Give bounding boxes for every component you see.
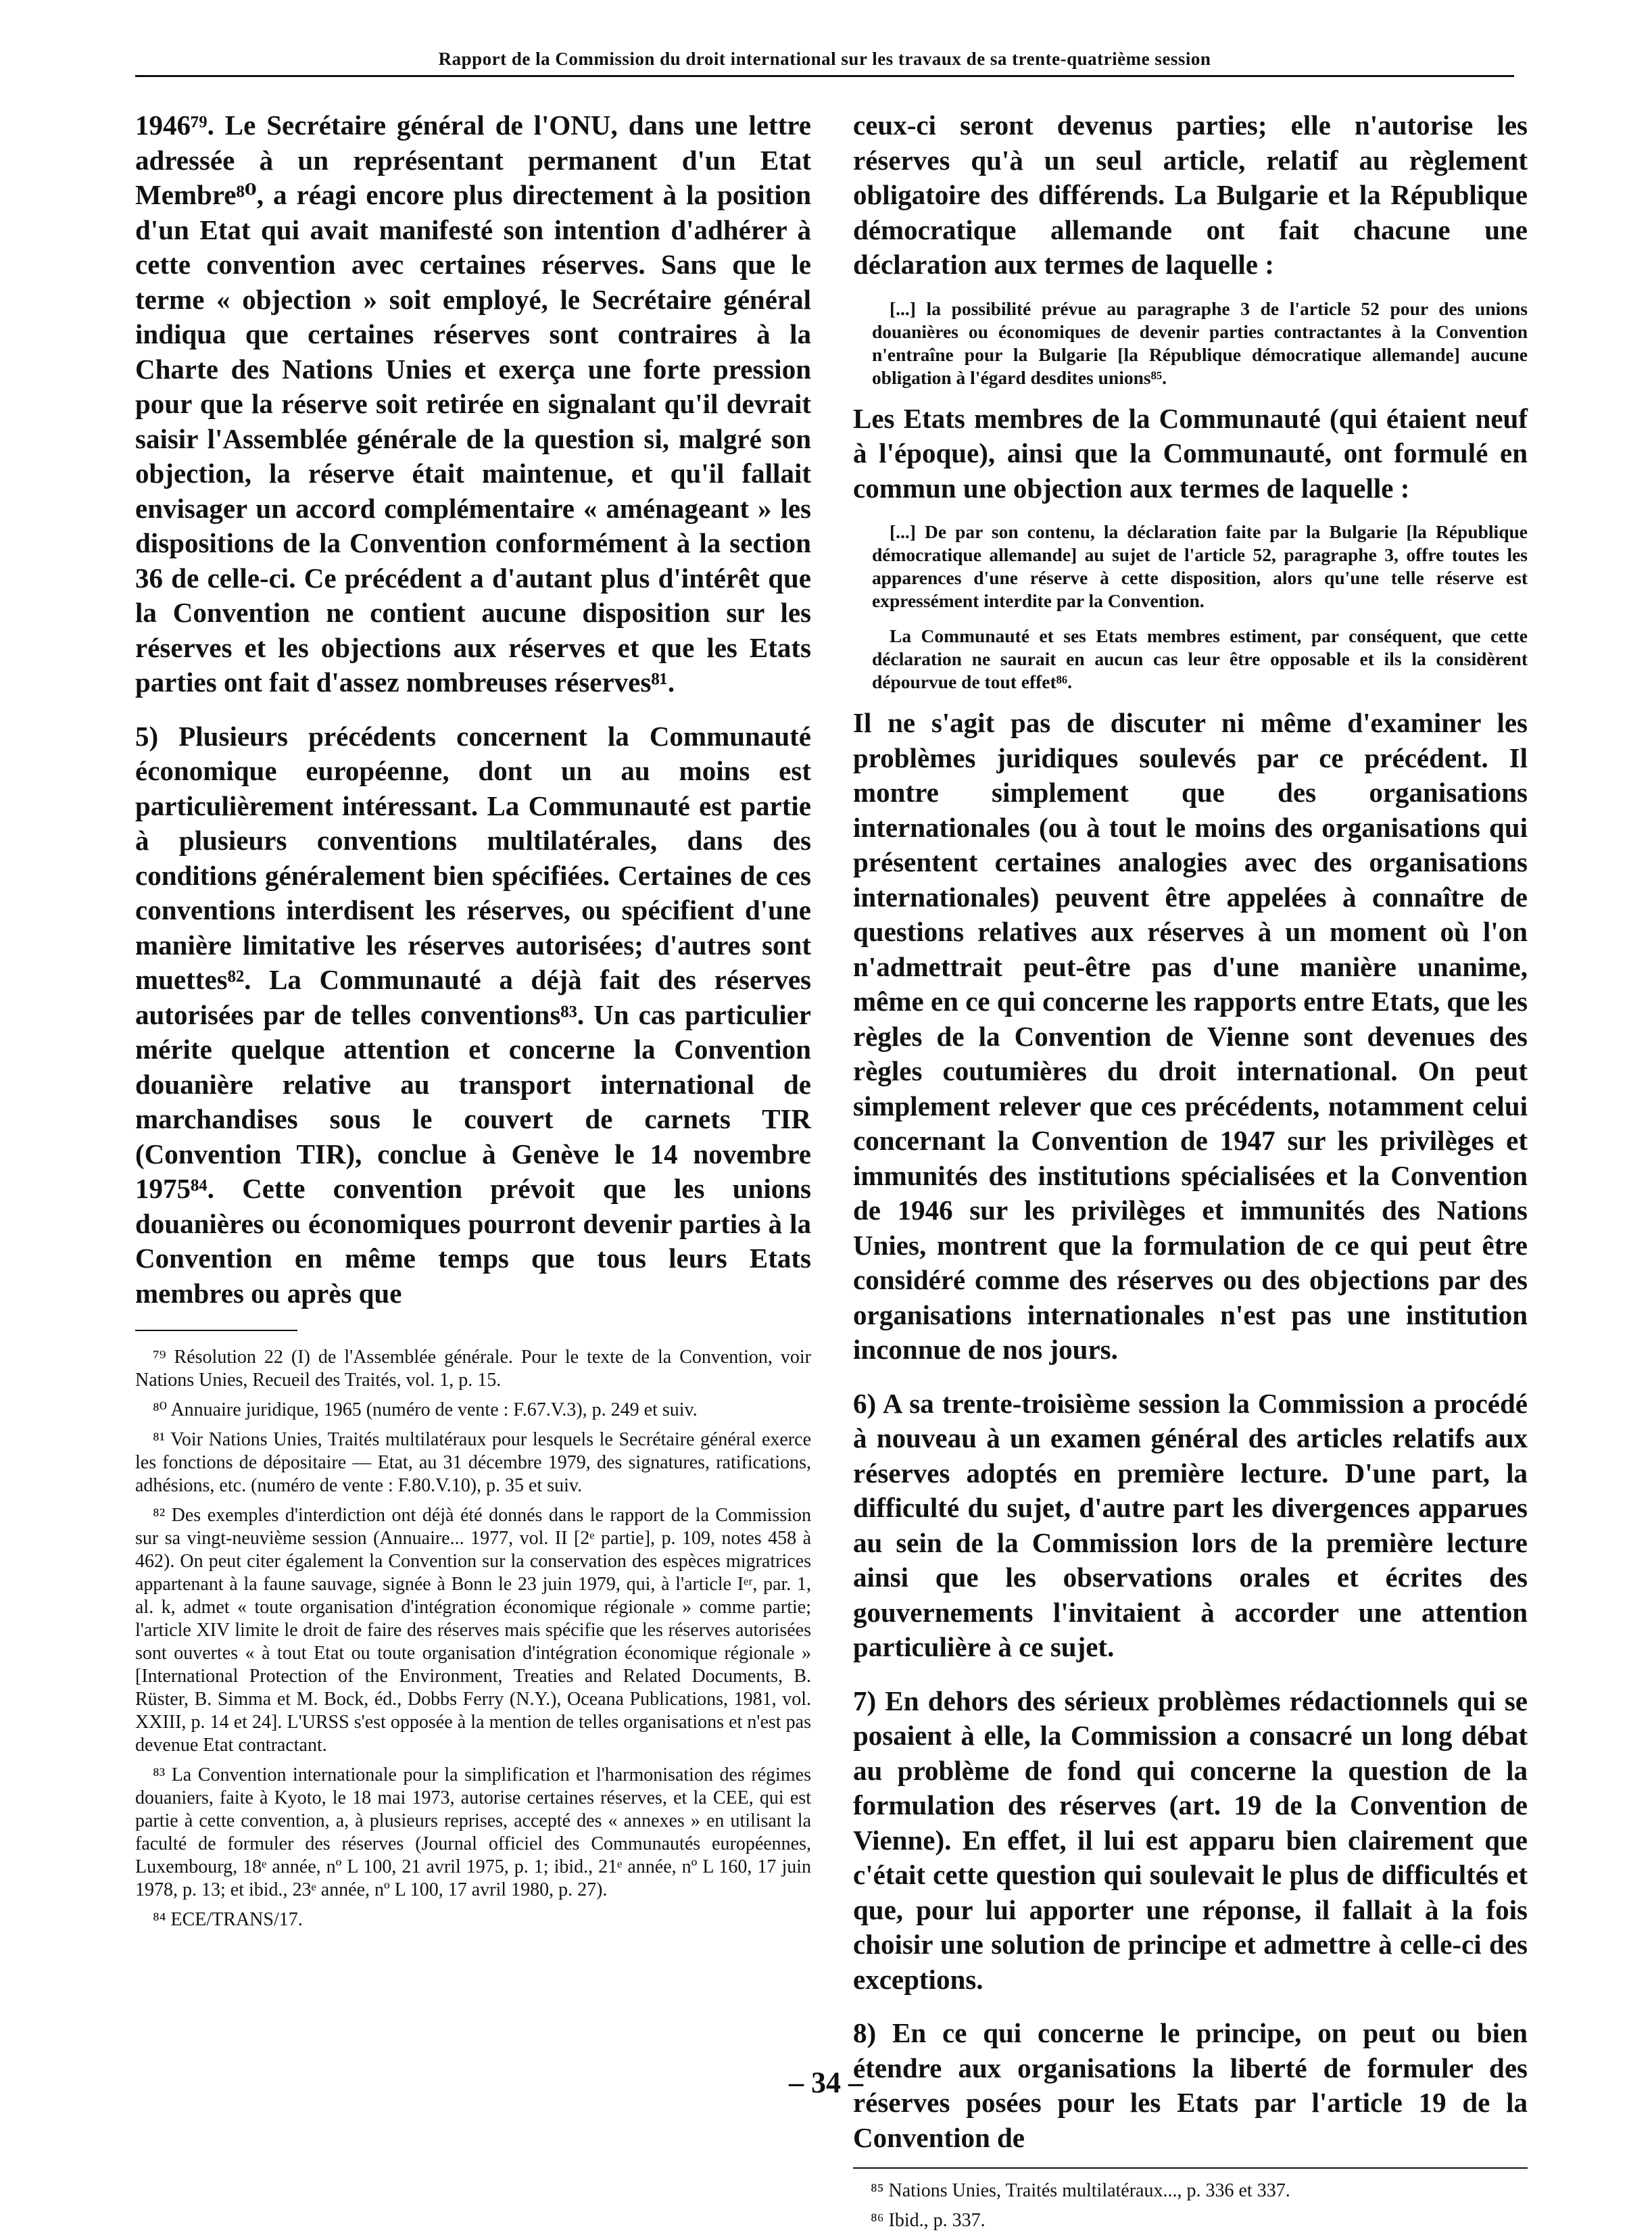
footnote-83: ⁸³ La Convention internationale pour la simplification et l'harmonisation des régimes douaniers, faite à Kyoto, le 18 mai 1973, autorise certaines réserves, et la CEE, qui est partie à cette convention, a, à plusieurs reprises, accepté des « annexes » en utilisant la faculté de formuler des réserves (Journal officiel des Communautés européennes, Luxembourg, 18ᵉ année, nº L 100, 21 avril 1975, p. 1; ibid., 21ᵉ année, nº L 160, 17 juin 1978, p. 13; et ibid., 23ᵉ année, nº L 100, 17 avril 1980, p. 27).	[135, 1764, 811, 1900]
right-paragraph-5: 7) En dehors des sérieux problèmes rédactionnels qui se posaient à elle, la Commission a consacré un long débat au problème de fond qui concerne la question de la formulation des réserves (art. 19 de la Convention de Vienne). En effet, il lui est apparu bien clairement que c'était cette question qui soulevait le plus de difficultés et que, pour lui apporter une réponse, il fallait à la fois choisir une solution de principe et admettre à celle-ci des exceptions.	[853, 1685, 1528, 1995]
footnote-separator	[853, 2167, 1528, 2169]
page-number: – 34 –	[789, 2066, 863, 2099]
right-paragraph-1: ceux-ci seront devenus parties; elle n'autorise les réserves qu'à un seul article, relatif au règlement obligatoire des différends. La Bulgarie et la République démocratique allemande ont fait chacune une déclaration aux termes de laquelle :	[853, 110, 1528, 280]
running-header: Rapport de la Commission du droit international sur les travaux de sa trente-quatrième session	[135, 49, 1514, 77]
right-column	[853, 108, 1528, 2239]
right-paragraph-3: Il ne s'agit pas de discuter ni même d'examiner les problèmes juridiques soulevés par ce précédent. Il montre simplement que des organisations internationales (ou à tout le moins des organisations qui présentent certaines analogies avec des organisations internationales) peuvent être appelées à connaître de questions relatives aux réserves à un moment où l'on n'admettrait peut-être pas d'une manière unanime, même en ce qui concerne les rapports entre Etats, que les règles de la Convention de Vienne sont devenues des règles coutumières du droit international. On peut simplement relever que ces précédents, notamment celui concernant la Convention de 1947 sur les privilèges et immunités des institutions spécialisées et la Convention de 1946 sur les privilèges et immunités des Nations Unies, montrent que la formulation de ce qui peut être considéré comme des réserves ou des objections par des organisations internationales n'est pas une institution inconnue de nos jours.	[853, 707, 1528, 1365]
block-quote-objection: [...] De par son contenu, la déclaration faite par la Bulgarie [la République démocratique allemande] au sujet de l'article 52, paragraphe 3, offre toutes les apparences d'une réserve à cette disposition, alors qu'une telle réserve est expressément interdite par la Convention.	[872, 521, 1528, 611]
left-paragraph-2: 5) Plusieurs précédents concernent la Communauté économique européenne, dont un au moins est particulièrement intéressant. La Communauté est partie à plusieurs conventions multilatérales, dans des conditions généralement bien spécifiées. Certaines de ces conventions interdisent les réserves, ou spécifient d'une manière limitative les réserves autorisées; d'autres sont muettes⁸². La Communauté a déjà fait des réserves autorisées par de telles conventions⁸³. Un cas particulier mérite quelque attention et concerne la Convention douanière relative au transport international de marchandises sous le couvert de carnets TIR (Convention TIR), conclue à Genève le 14 novembre 1975⁸⁴. Cette convention prévoit que les unions douanières ou économiques pourront devenir parties à la Convention en même temps que tous leurs Etats membres ou après que	[135, 720, 811, 1309]
right-paragraph-4: 6) A sa trente-troisième session la Commission a procédé à nouveau à un examen général des articles relatifs aux réserves adoptés en première lecture. D'une part, la difficulté du sujet, d'autre part les divergences apparues au sein de la Commission lors de la première lecture ainsi que les observations orales et écrites des gouvernements l'invitaient à accorder une attention particulière à ce sujet.	[853, 1387, 1528, 1662]
footnote-79: ⁷⁹ Résolution 22 (I) de l'Assemblée générale. Pour le texte de la Convention, voir Nations Unies, Recueil des Traités, vol. 1, p. 15.	[135, 1347, 811, 1391]
footnote-separator	[135, 1330, 297, 1331]
left-paragraph-1: 1946⁷⁹. Le Secrétaire général de l'ONU, dans une lettre adressée à un représentant permanent d'un Etat Membre⁸⁰, a réagi encore plus directement à la position d'un Etat qui avait manifesté son intention d'adhérer à cette convention avec certaines réserves. Sans que le terme « objection » soit employé, le Secrétaire général indiqua que certaines réserves sont contraires à la Charte des Nations Unies et exerça une forte pression pour que la réserve soit retirée en signalant qu'il devrait saisir l'Assemblée générale de la question si, malgré son objection, la réserve était maintenue, et qu'il fallait envisager un accord complémentaire « aménageant » les dispositions de la Convention conformément à la section 36 de celle-ci. Ce précédent a d'autant plus d'intérêt que la Convention ne contient aucune disposition sur les réserves et les objections aux réserves et que les Etats parties ont fait d'assez nombreuses réserves⁸¹.	[135, 110, 811, 698]
right-footnotes	[853, 2180, 1528, 2232]
footnote-82: ⁸² Des exemples d'interdiction ont déjà été donnés dans le rapport de la Commission sur sa vingt-neuvième session (Annuaire... 1977, vol. II [2ᵉ partie], p. 109, notes 458 à 462). On peut citer également la Convention sur la conservation des espèces migratrices appartenant à la faune sauvage, signée à Bonn le 23 juin 1979, qui, à l'article Iᵉʳ, par. 1, al. k, admet « toute organisation d'intégration économique régionale » comme partie; l'article XIV limite le droit de faire des réserves mais spécifie que les réserves autorisées sont ouvertes « à tout Etat ou toute organisation d'intégration économique régionale » [International Protection of the Environment, Treaties and Related Documents, B. Rüster, B. Simma et M. Bock, éd., Dobbs Ferry (N.Y.), Oceana Publications, 1981, vol. XXIII, p. 14 et 24]. L'URSS s'est opposée à la mention de telles organisations et n'est pas devenue Etat contractant.	[135, 1505, 811, 1756]
left-footnotes	[135, 1346, 811, 1931]
footnote-85: ⁸⁵ Nations Unies, Traités multilatéraux..., p. 336 et 337.	[871, 2180, 1290, 2201]
right-paragraph-2: Les Etats membres de la Communauté (qui étaient neuf à l'époque), ainsi que la Communauté, ont formulé en commun une objection aux termes de laquelle :	[853, 402, 1528, 504]
footnote-80: ⁸⁰ Annuaire juridique, 1965 (numéro de vente : F.67.V.3), p. 249 et suiv.	[153, 1399, 698, 1420]
footnote-84: ⁸⁴ ECE/TRANS/17.	[153, 1909, 303, 1930]
block-quote-bulgaria-declaration: [...] la possibilité prévue au paragraphe 3 de l'article 52 pour des unions douanières ou économiques de devenir parties contractantes à la Convention n'entraîne pour la Bulgarie [la République démocratique allemande] aucune obligation à l'égard desdites unions⁸⁵.	[872, 297, 1528, 388]
block-quote-community-view: La Communauté et ses Etats membres estiment, par conséquent, que cette déclaration ne saurait en aucun cas leur être opposable et ils la considèrent dépourvue de tout effet⁸⁶.	[872, 625, 1528, 692]
footnote-86: ⁸⁶ Ibid., p. 337.	[871, 2210, 986, 2231]
right-paragraph-6: 8) En ce qui concerne le principe, on peut ou bien étendre aux organisations la liberté de formuler des réserves posées pour les Etats par l'article 19 de la Convention de	[853, 2017, 1528, 2153]
footnote-81: ⁸¹ Voir Nations Unies, Traités multilatéraux pour lesquels le Secrétaire général exerce les fonctions de dépositaire — Etat, au 31 décembre 1979, des signatures, ratifications, adhésions, etc. (numéro de vente : F.80.V.10), p. 35 et suiv.	[135, 1429, 811, 1496]
left-column	[135, 108, 811, 1938]
